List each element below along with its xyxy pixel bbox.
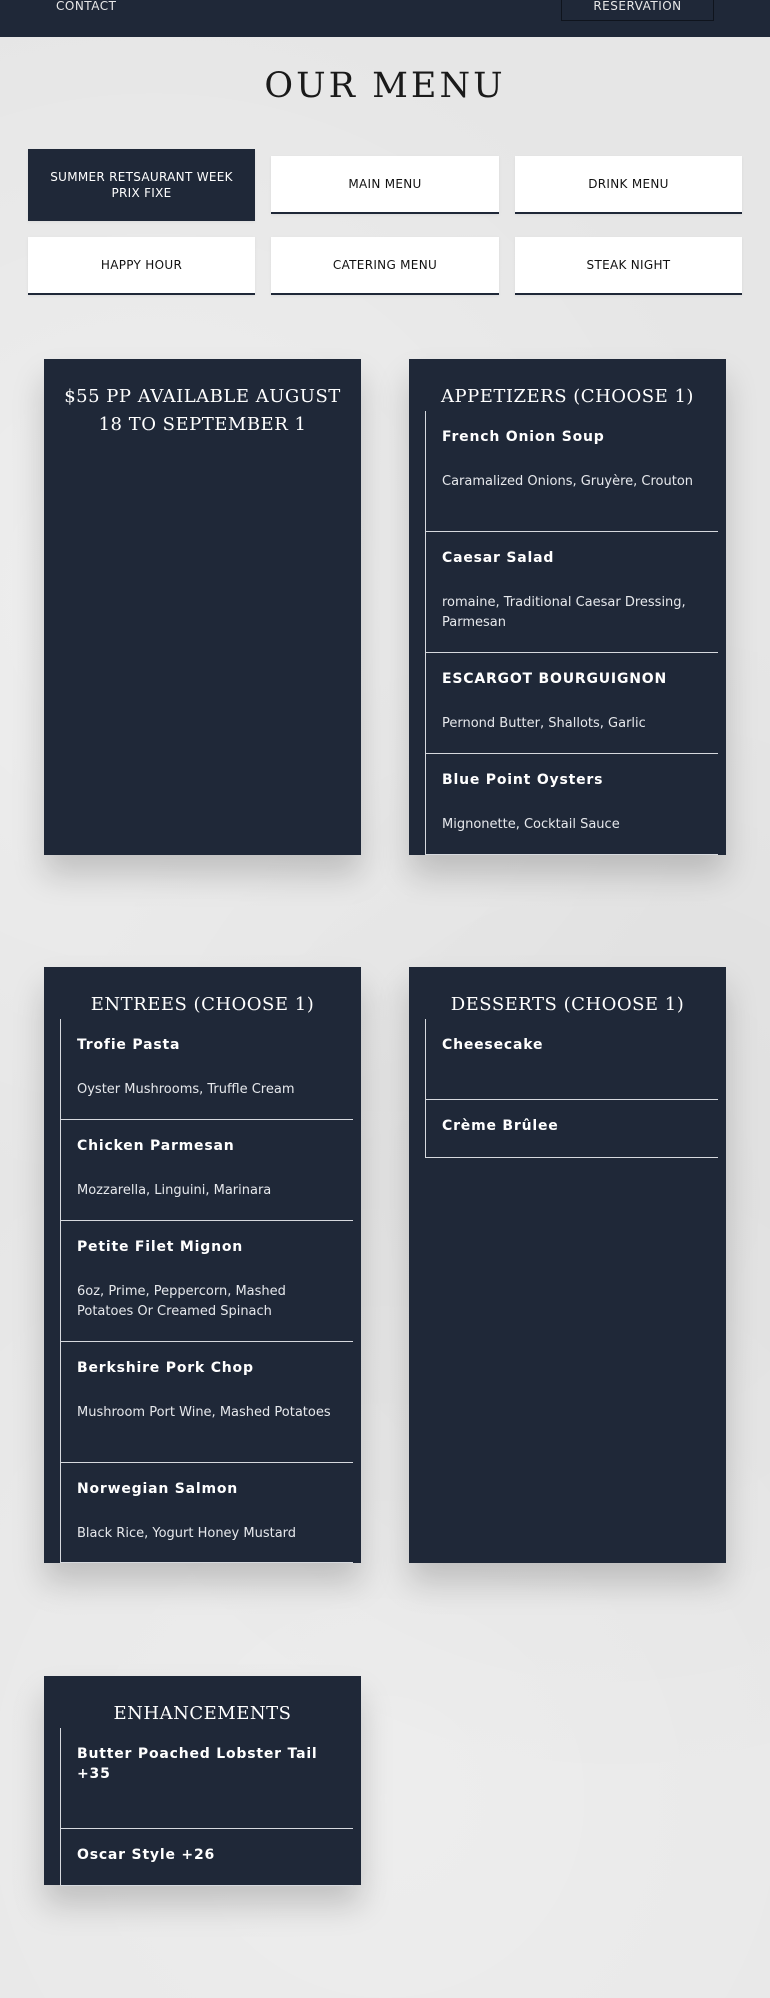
item-name: Butter Poached Lobster Tail +35 xyxy=(77,1746,318,1782)
prix-fixe-price-text: $55 PP AVAILABLE AUGUST 18 TO SEPTEMBER 1 xyxy=(64,386,341,435)
desserts-title: DESSERTS (CHOOSE 1) xyxy=(450,994,685,1015)
tab-steak-night[interactable]: STEAK NIGHT xyxy=(515,237,742,295)
entrees-panel xyxy=(44,967,361,1563)
item-description: Mignonette, Cocktail Sauce xyxy=(442,817,620,832)
reservation-button[interactable]: RESERVATION xyxy=(561,0,714,21)
enhancements-title: ENHANCEMENTS xyxy=(113,1703,292,1724)
list-item xyxy=(426,532,718,653)
item-name: Oscar Style +26 xyxy=(77,1847,216,1863)
item-description: Oyster Mushrooms, Truffle Cream xyxy=(77,1082,295,1097)
entrees-list xyxy=(60,1019,353,1563)
item-description: Pernond Butter, Shallots, Garlic xyxy=(442,716,646,731)
list-item xyxy=(426,653,718,754)
contact-link[interactable]: CONTACT xyxy=(56,0,117,13)
list-item xyxy=(61,1019,353,1120)
list-item xyxy=(61,1221,353,1342)
item-name: Crème Brûlee xyxy=(442,1118,559,1134)
item-name: Trofie Pasta xyxy=(77,1037,181,1053)
item-description: romaine, Traditional Caesar Dressing, Parmesan xyxy=(442,595,686,630)
desserts-list xyxy=(425,1019,718,1158)
prix-fixe-intro-panel xyxy=(44,359,361,855)
item-name: Berkshire Pork Chop xyxy=(77,1360,254,1376)
appetizers-list xyxy=(425,411,718,855)
tab-summer-restaurant-week[interactable]: SUMMER RETSAURANT WEEK PRIX FIXE xyxy=(28,149,255,221)
list-item xyxy=(61,1120,353,1221)
list-item xyxy=(61,1728,353,1829)
item-name: French Onion Soup xyxy=(442,429,605,445)
item-description: Mozzarella, Linguini, Marinara xyxy=(77,1183,272,1198)
entrees-title: ENTREES (CHOOSE 1) xyxy=(90,994,315,1015)
list-item xyxy=(61,1342,353,1463)
item-name: Caesar Salad xyxy=(442,550,555,566)
appetizers-panel xyxy=(409,359,726,855)
list-item xyxy=(61,1829,353,1886)
appetizers-title: APPETIZERS (CHOOSE 1) xyxy=(441,386,694,407)
tab-main-menu[interactable]: MAIN MENU xyxy=(271,156,499,214)
item-description: Black Rice, Yogurt Honey Mustard xyxy=(77,1526,297,1541)
item-name: Norwegian Salmon xyxy=(77,1481,239,1497)
item-description: Mushroom Port Wine, Mashed Potatoes xyxy=(77,1405,331,1420)
list-item xyxy=(426,1100,718,1158)
enhancements-panel xyxy=(44,1676,361,1885)
top-nav-bar xyxy=(0,0,770,37)
tab-happy-hour[interactable]: HAPPY HOUR xyxy=(28,237,255,295)
list-item xyxy=(61,1463,353,1563)
item-description: Caramalized Onions, Gruyère, Crouton xyxy=(442,474,694,489)
item-name: Petite Filet Mignon xyxy=(77,1239,244,1255)
tab-catering-menu[interactable]: CATERING MENU xyxy=(271,237,499,295)
item-name: Chicken Parmesan xyxy=(77,1138,235,1154)
list-item xyxy=(426,1019,718,1100)
tab-drink-menu[interactable]: DRINK MENU xyxy=(515,156,742,214)
item-description: 6oz, Prime, Peppercorn, Mashed Potatoes Or Creamed Spinach xyxy=(77,1284,286,1319)
desserts-panel xyxy=(409,967,726,1563)
enhancements-list xyxy=(60,1728,353,1886)
item-name: ESCARGOT BOURGUIGNON xyxy=(442,671,667,687)
list-item xyxy=(426,411,718,532)
item-name: Blue Point Oysters xyxy=(442,772,604,788)
list-item xyxy=(426,754,718,855)
item-name: Cheesecake xyxy=(442,1037,544,1053)
page-title: OUR MENU xyxy=(264,66,506,106)
